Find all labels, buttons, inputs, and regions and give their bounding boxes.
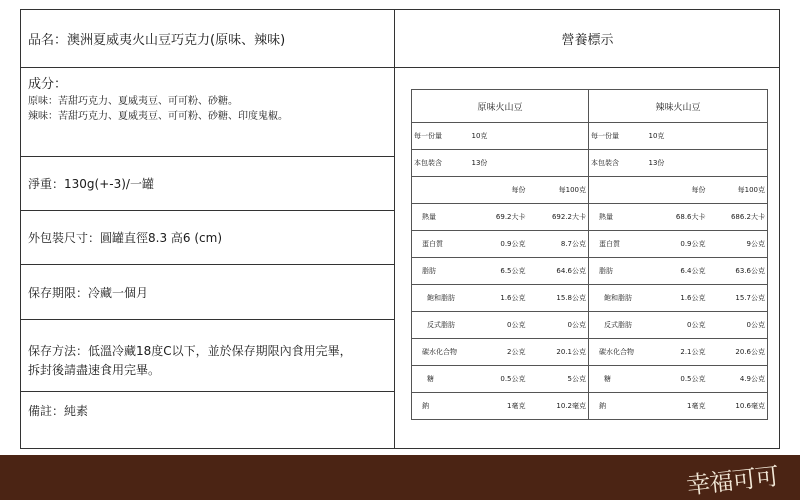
nutrient-row <box>412 393 768 420</box>
column-original: 原味火山豆 <box>412 90 589 123</box>
units-row <box>412 177 768 204</box>
original-per-serving: 1.6公克 <box>470 285 528 312</box>
spicy-per-100g: 20.6公克 <box>708 339 768 366</box>
nutrient-name: 蛋白質 <box>412 231 470 258</box>
nutrient-name: 鈉 <box>422 402 429 410</box>
nutrient-row <box>412 231 768 258</box>
spicy-per-serving: 1毫克 <box>687 402 706 410</box>
spicy-per-100g: 4.9公克 <box>708 366 768 393</box>
original-per-100g: 8.7公克 <box>528 231 589 258</box>
per-serving-label: 每份 <box>470 177 528 204</box>
nutrient-rows <box>412 204 768 420</box>
remarks: 備註：純素 <box>28 404 89 418</box>
storage-method <box>21 320 394 392</box>
original-per-serving: 0公克 <box>470 312 528 339</box>
original-per-100g: 20.1公克 <box>528 339 589 366</box>
nutrient-name: 糖 <box>589 366 647 393</box>
spicy-per-serving: 1.6公克 <box>647 285 708 312</box>
nutrient-name: 飽和脂肪 <box>412 285 470 312</box>
original-per-100g: 0公克 <box>528 312 589 339</box>
per-serving-label: 每份 <box>647 177 708 204</box>
product-details-column <box>21 10 394 448</box>
original-per-serving: 2公克 <box>470 339 528 366</box>
nutrient-name: 鈉 <box>589 393 647 420</box>
nutrient-name: 碳水化合物 <box>412 339 470 366</box>
original-per-100g: 692.2大卡 <box>528 204 589 231</box>
nutrient-row <box>412 312 768 339</box>
nutrient-name: 反式脂肪 <box>589 312 647 339</box>
product-info-sheet <box>20 9 780 449</box>
spicy-per-serving: 0公克 <box>647 312 708 339</box>
spicy-per-100g: 15.7公克 <box>708 285 768 312</box>
nutrient-name: 飽和脂肪 <box>589 285 647 312</box>
spicy-per-serving: 68.6大卡 <box>647 204 708 231</box>
storage-line-2: 拆封後請盡速食用完畢。 <box>28 363 161 377</box>
serving-value: 10克 <box>647 123 768 150</box>
nutrient-row <box>412 285 768 312</box>
servings-row <box>412 150 768 177</box>
original-per-serving: 0.9公克 <box>470 231 528 258</box>
shelf-life: 保存期限：冷藏一個月 <box>21 265 394 320</box>
spicy-per-serving: 6.4公克 <box>647 258 708 285</box>
serving-label: 每一份量 <box>589 123 647 150</box>
spicy-per-100g: 686.2大卡 <box>708 204 768 231</box>
spicy-per-serving: 0.9公克 <box>647 231 708 258</box>
spicy-per-serving: 0.5公克 <box>647 366 708 393</box>
original-per-100g: 64.6公克 <box>528 258 589 285</box>
ingredients-title: 成分： <box>28 77 68 92</box>
nutrient-name: 熱量 <box>412 204 470 231</box>
nutrient-name: 熱量 <box>589 204 647 231</box>
original-per-100g: 15.8公克 <box>528 285 589 312</box>
nutrient-name: 糖 <box>412 366 470 393</box>
serving-value: 10克 <box>470 123 589 150</box>
column-spicy: 辣味火山豆 <box>589 90 768 123</box>
spicy-per-100g: 9公克 <box>708 231 768 258</box>
spicy-per-100g: 10.6毫克 <box>735 402 765 410</box>
ingredients-original: 原味：苦甜巧克力、夏威夷豆、可可粉、砂糖。 <box>28 96 238 107</box>
brand-footer <box>0 455 800 500</box>
nutrient-name: 反式脂肪 <box>412 312 470 339</box>
nutrition-title: 營養標示 <box>395 10 780 68</box>
per-100g-label: 每100克 <box>528 177 589 204</box>
nutrient-row <box>412 204 768 231</box>
original-per-100g: 5公克 <box>528 366 589 393</box>
original-per-serving: 0.5公克 <box>470 366 528 393</box>
original-per-serving: 6.5公克 <box>470 258 528 285</box>
spicy-per-100g: 0公克 <box>708 312 768 339</box>
original-per-serving: 1毫克 <box>507 402 526 410</box>
nutrient-name: 蛋白質 <box>589 231 647 258</box>
spicy-per-serving: 2.1公克 <box>647 339 708 366</box>
nutrient-row <box>412 339 768 366</box>
servings-value: 13份 <box>647 150 768 177</box>
servings-label: 本包裝含 <box>589 150 647 177</box>
nutrient-name: 碳水化合物 <box>589 339 647 366</box>
ingredients-section <box>21 68 394 157</box>
nutrient-name: 脂肪 <box>589 258 647 285</box>
serving-size-row <box>412 123 768 150</box>
servings-value: 13份 <box>470 150 589 177</box>
nutrition-table <box>411 89 768 420</box>
nutrient-row <box>412 258 768 285</box>
brand-logo: 幸福可可 <box>685 462 780 500</box>
ingredients-spicy: 辣味：苦甜巧克力、夏威夷豆、可可粉、砂糖、印度鬼椒。 <box>28 111 288 122</box>
nutrient-name: 脂肪 <box>412 258 470 285</box>
serving-label: 每一份量 <box>412 123 470 150</box>
storage-line-1: 保存方法：低溫冷藏18度C以下，並於保存期限內食用完畢， <box>28 344 352 358</box>
package-size: 外包裝尺寸：圓罐直徑8.3 高6 (cm) <box>21 211 394 265</box>
nutrition-column <box>395 10 780 448</box>
servings-label: 本包裝含 <box>412 150 470 177</box>
nutrition-header-row <box>412 90 768 123</box>
nutrient-row <box>412 366 768 393</box>
net-weight: 淨重：130g(+-3)/一罐 <box>21 157 394 211</box>
product-name: 品名：澳洲夏威夷火山豆巧克力(原味、辣味) <box>21 10 394 68</box>
original-per-serving: 69.2大卡 <box>470 204 528 231</box>
original-per-100g: 10.2毫克 <box>556 402 586 410</box>
per-100g-label: 每100克 <box>708 177 768 204</box>
spicy-per-100g: 63.6公克 <box>708 258 768 285</box>
